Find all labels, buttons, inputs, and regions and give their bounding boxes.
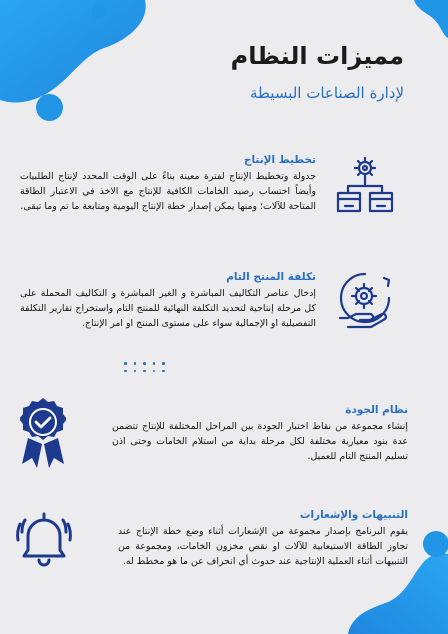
section-body: يقوم البرنامج بإصدار مجموعة من الإشعارات أثناء وضع خطة الإنتاج عند تجاوز الطاقة الاستيعابية للآلات او نقص مخزون الخامات، ومجموعة من التنبيهات أثناء العملية الإنتاجية عند حدوث أي انحراف عن ما هو مخطط له.: [118, 526, 408, 567]
dots-decoration: [124, 362, 167, 372]
section-title: تخطيط الإنتاج: [243, 154, 316, 166]
section-body: جدولة وتخطيط الإنتاج لفترة معينة بناءً على الوقت المحدد لإنتاج الطلبيات وأيضاً احتساب رصيد الخامات الكافية للإنتاج مع الاخذ في الاعتبار الطاقة المتاحة للآلات؛ ومنها يمكن إصدار خطة الإنتاج اليومية ومتابعة ما تم وما تبقى.: [20, 171, 316, 212]
page-title: مميزات النظام: [230, 42, 404, 70]
section-planning: [20, 154, 316, 214]
section-cost: [20, 271, 316, 331]
decor-circle-medium: [36, 94, 63, 121]
cost-settings-hand-icon: [334, 268, 396, 330]
decor-circle-bottom: [423, 531, 448, 557]
section-title: نظام الجودة: [345, 404, 408, 416]
section-body: إدخال عناصر التكاليف المباشرة و الغير المباشرة و التكاليف المحملة على كل مرحلة إنتاجية لتحديد التكلفة النهائية للمنتج التام واستخراج تقارير التكلفة التفصيلية او الإجمالية سواء على مستوى المنتج او امر الإنتاج.: [20, 288, 316, 329]
decor-circle-small: [92, 4, 106, 18]
section-title: تكلفة المنتج التام: [226, 271, 316, 283]
section-body: إنشاء مجموعة من نقاط اختبار الجودة بين المراحل المختلفة للإنتاج تتضمن عدة بنود معيارية مختلفة لكل مرحلة بداية من استلام الخامات وحتى اذن تسليم المنتج التام للعميل.: [112, 421, 408, 462]
factory-planning-icon: [334, 154, 396, 218]
section-quality: [28, 404, 408, 464]
top-left-blob: [0, 0, 150, 110]
top-right-blob: [408, 0, 448, 40]
section-notifications: [38, 509, 408, 569]
page-subtitle: لإدارة الصناعات البسيطة: [249, 84, 404, 102]
section-title: التنبيهات والإشعارات: [299, 509, 408, 521]
